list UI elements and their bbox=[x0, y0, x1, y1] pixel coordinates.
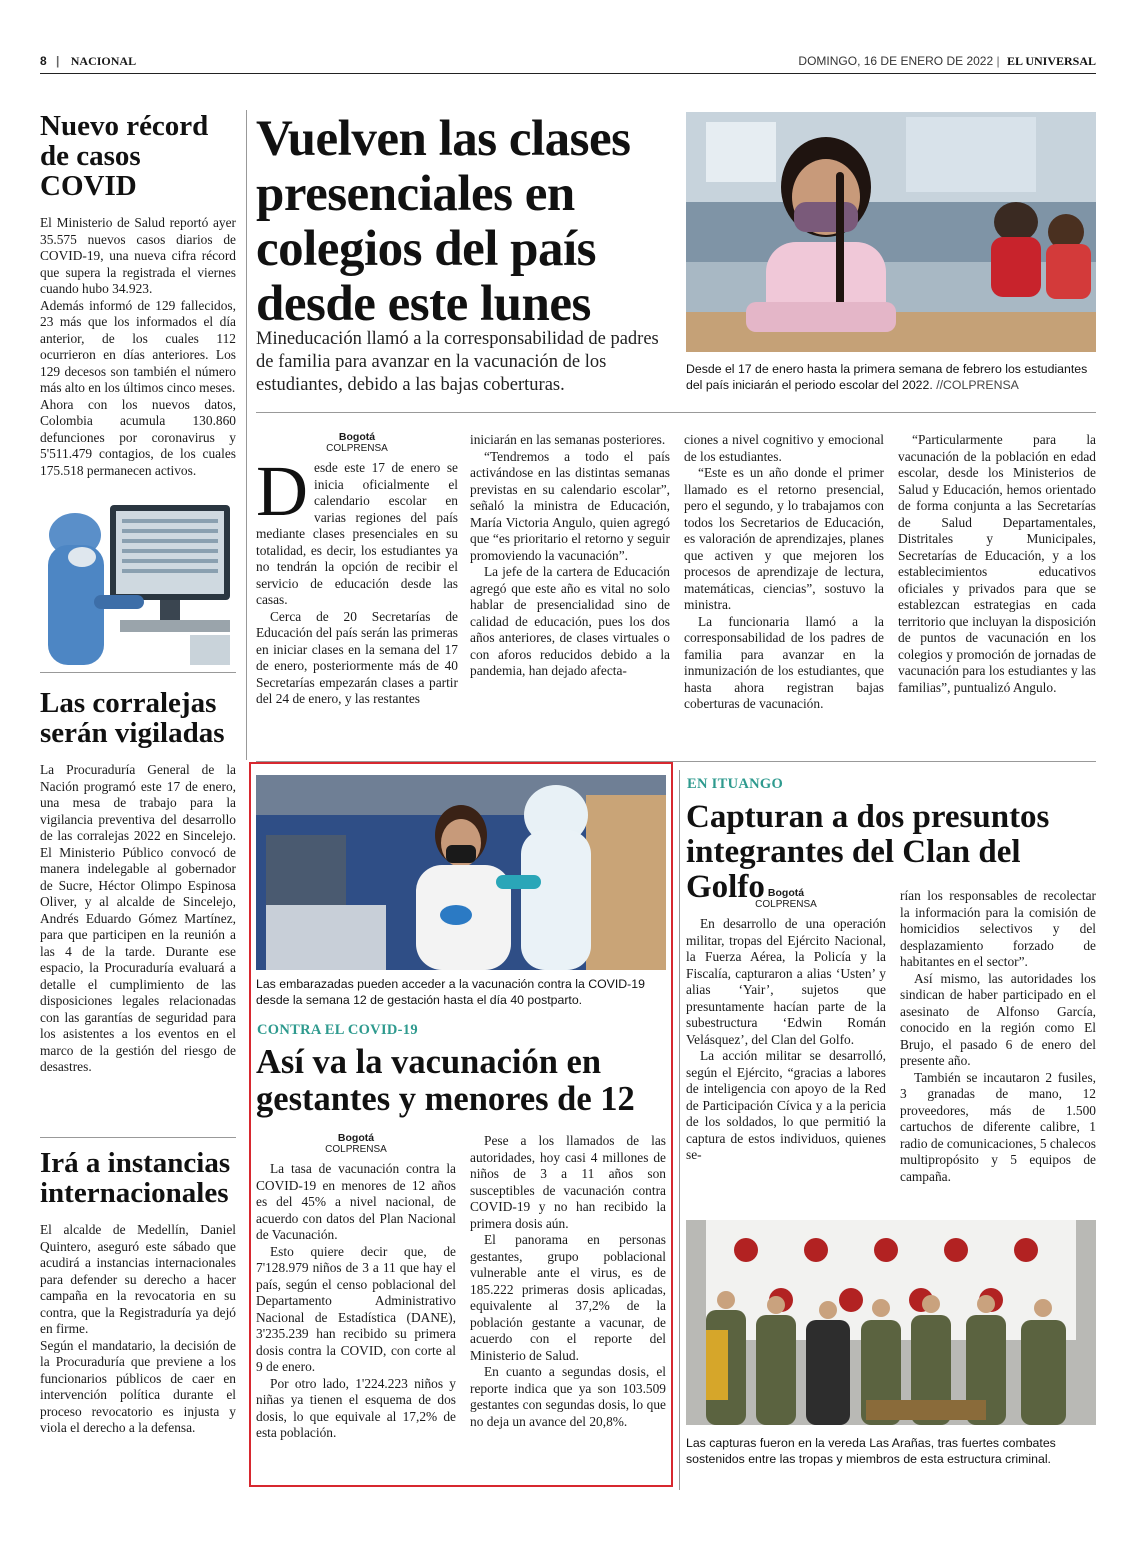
masthead-right: DOMINGO, 16 DE ENERO DE 2022 | EL UNIVERSAL bbox=[798, 54, 1096, 68]
sidebar-corralejas-title: Las corralejas serán vigiladas bbox=[40, 687, 225, 749]
paragraph: La acción militar se desarrolló, según el Ejército, “gracias a labores de inteligencia con apoyo de la Red de Participación Cívica y a la pericia de los soldados, lo que permitió la captura de estos individuos, quienes se- bbox=[686, 1048, 886, 1162]
main-col-1 bbox=[256, 432, 458, 708]
paragraph bbox=[256, 451, 458, 609]
sidebar-covid-title: Nuevo récord de casos COVID bbox=[40, 110, 209, 202]
paragraph: Pese a los llamados de las autoridades, hoy casi 4 millones de niños de 3 a 11 años son susceptibles de vacunación contra COVID-19 y no han recibido la primera dosis aún. bbox=[470, 1133, 666, 1231]
vaccine-col-1-body bbox=[256, 1161, 456, 1442]
sidebar-instancias-body bbox=[40, 1222, 236, 1437]
vaccine-col-2 bbox=[470, 1133, 666, 1430]
paragraph: Según el mandatario, la decisión de la Procuraduría que previene a los funcionarios públicos de caer en intervención política durante el proceso revocatorio es injusta y viola el derecho a la defensa. bbox=[40, 1337, 236, 1435]
byline-city: Bogotá bbox=[767, 887, 805, 899]
paragraph: También se incautaron 2 fusiles, 3 granadas de mano, 12 proveedores, más de 1.500 cartuchos de diferente calibre, 1 radio de comunicaciones, 5 chalecos multipropósito y 5 equipos de campaña. bbox=[900, 1069, 1096, 1184]
paragraph: ciones a nivel cognitivo y emocional de los estudiantes. bbox=[684, 432, 884, 464]
main-col-4 bbox=[898, 432, 1096, 696]
byline-agency: COLPRENSA bbox=[755, 899, 817, 910]
clan-col-1-body bbox=[686, 916, 886, 1164]
paragraph: La funcionaria llamó a la corresponsabilidad de los padres de familia para avanzar en la inmunización de los estudiantes, que hasta ahora registran bajas coberturas de vacunación. bbox=[684, 613, 884, 711]
vaccine-kicker: CONTRA EL COVID-19 bbox=[257, 1022, 418, 1038]
byline-city: Bogotá bbox=[338, 431, 376, 443]
paragraph: El alcalde de Medellín, Daniel Quintero, aseguró este sábado que acudirá a instancias internacionales para defender su derecho a hacer campaña en la revocatoria en su contra, que la Registraduría ya dejó en firme. bbox=[40, 1222, 236, 1336]
sidebar-instancias bbox=[40, 1148, 236, 1437]
capture-photo bbox=[686, 1220, 1096, 1425]
paragraph: Por otro lado, 1'224.223 niños y niñas ya tienen el esquema de dos dosis, lo que equivale al 17,2% de esta población. bbox=[256, 1375, 456, 1440]
newspaper-name: EL UNIVERSAL bbox=[1006, 54, 1096, 68]
paragraph: La Procuraduría General de la Nación programó este 17 de enero, una mesa de trabajo para la vigilancia preventiva del desarrollo de las corralejas 2022 en Sincelejo. El Ministerio Público convocó de manera indelegable al gobernador de Sucre, Héctor Olimpo Espinosa Oliver, y al alcalde de Sincelejo, Andrés Eduardo Gómez Martínez, para que participen en la reunión a las 4 de la tarde. Durante ese espacio, la Procuraduría evaluará a detalle el cumplimiento de las disposiciones legales relacionadas con las garantías de seguridad para los asistentes a los eventos en el marco de la gestión del riesgo de desastres. bbox=[40, 762, 236, 1074]
vaccine-headline: Así va la vacunación en gestantes y menores de 12 bbox=[256, 1043, 635, 1118]
paragraph: La tasa de vacunación contra la COVID-19 en menores de 12 años es del 45% a nivel nacional, de acuerdo con datos del Plan Nacional de Vacunación. bbox=[256, 1161, 456, 1242]
masthead-left: 8 | NACIONAL bbox=[40, 54, 137, 68]
clan-kicker: EN ITUANGO bbox=[687, 776, 784, 792]
paragraph: Esto quiere decir que, de 7'128.979 niños de 3 a 11 que hay el país, según el censo poblacional del Departamento Administrativo Nacional de Estadística (DANE), 3'235.239 han recibido su primera dosis contra la COVID, con corte al 9 de enero. bbox=[256, 1243, 456, 1374]
paragraph: Ahora con los nuevos datos, Colombia acumula 130.860 defunciones por coronavirus y 5'511.479 contagios, de los cuales 175.518 permanecen activos. bbox=[40, 396, 236, 478]
vaccine-col-1 bbox=[256, 1133, 456, 1442]
byline-city: Bogotá bbox=[337, 1132, 375, 1144]
sidebar-corralejas bbox=[40, 688, 236, 1076]
paragraph: Cerca de 20 Secretarías de Educación del país serán las primeras en iniciar clases en la semana del 17 de enero, posteriormente más de 40 Secretarías empezarán clases a partir del 24 de enero, y las restantes bbox=[256, 608, 458, 706]
section-name: NACIONAL bbox=[70, 54, 137, 68]
paragraph: La jefe de la cartera de Educación agregó que este año es vital no solo hablar de presencialidad sino de calidad de educación, pues los dos años anteriores, de clases virtuales o con aforos reducidos debido a la pandemia, han dejado afecta- bbox=[470, 564, 670, 678]
drop-cap: D bbox=[256, 451, 308, 531]
main-col-3 bbox=[684, 432, 884, 713]
vaccine-byline bbox=[256, 1133, 456, 1155]
paragraph-text: esde este 17 de enero se inicia oficialmente el calendario escolar en varias regiones del país mediante clases presenciales en su totalidad, es decir, los estudiantes ya no tendrán la opción de recibir el servicio de educación desde las casas. bbox=[256, 460, 458, 607]
sidebar-rule bbox=[40, 672, 236, 673]
paragraph: Así mismo, las autoridades los sindican de haber participado en el asesinato de Alfonso García, conocido en la región como El Brujo, el pasado 6 de enero del presente año. bbox=[900, 970, 1096, 1068]
clan-byline bbox=[686, 888, 886, 910]
paragraph: Además informó de 129 fallecidos, 23 más que los informados el día anterior, de los cuales 112 ocurrieron en días anteriores. Los 129 decesos son también el número más alto en los últimos cinco meses. bbox=[40, 297, 236, 395]
vaccination-photo bbox=[256, 775, 666, 970]
column-rule bbox=[246, 110, 247, 760]
sidebar-covid bbox=[40, 111, 236, 479]
paragraph: “Tendremos a todo el país activándose en las distintas semanas previstas en su calendario escolar”, señaló la ministra de Educación, María Victoria Angulo, quien agregó que “es prioritario el retorno y seguir promoviendo la vacunación”. bbox=[470, 448, 670, 563]
byline-agency: COLPRENSA bbox=[325, 1144, 387, 1155]
main-col-1-body bbox=[256, 451, 458, 708]
sidebar-rule bbox=[40, 1137, 236, 1138]
clan-headline: Capturan a dos presuntos integrantes del Clan del Golfo bbox=[686, 799, 1050, 905]
sidebar-corralejas-body bbox=[40, 762, 236, 1076]
main-headline: Vuelven las clases presenciales en colegios del país desde este lunes bbox=[256, 111, 631, 332]
clan-col-2 bbox=[900, 888, 1096, 1185]
lab-photo bbox=[40, 495, 236, 665]
caption-text: Desde el 17 de enero hasta la primera semana de febrero los estudiantes del país iniciarán el periodo escolar del 2022. bbox=[686, 362, 1088, 392]
column-rule bbox=[679, 770, 680, 1490]
capture-photo-illustration bbox=[686, 1220, 1096, 1425]
section-rule bbox=[256, 412, 1096, 413]
classroom-photo bbox=[686, 112, 1096, 352]
paragraph: En cuanto a segundas dosis, el reporte indica que ya son 103.509 gestantes con segundas dosis, lo que no deja un avance del 20,8%. bbox=[470, 1364, 666, 1429]
paragraph: “Este es un año donde el primer llamado es el retorno presencial, pero el segundo, y lo trabajamos con todos los Secretarios de Educación, es valoración de aprendizajes, planes que activen y que mejoren los procesos de aprendizaje de lectura, matemáticas, ciencias”, sostuvo la ministra. bbox=[684, 465, 884, 612]
masthead bbox=[40, 52, 1096, 74]
page-number: 8 bbox=[40, 54, 47, 68]
vaccination-photo-illustration bbox=[256, 775, 666, 970]
classroom-photo-caption bbox=[686, 361, 1096, 393]
paragraph: El panorama en personas gestantes, grupo poblacional vulnerable ante el virus, es de 185.222 primeras dosis aplicadas, equivalente al 37,2% de la población gestante a vacunar, de acuerdo con el reporte del Ministerio de Salud. bbox=[470, 1232, 666, 1363]
main-dek: Mineducación llamó a la corresponsabilidad de padres de familia para avanzar en la vacunación de los estudiantes, debido a las bajas coberturas. bbox=[256, 329, 659, 395]
clan-col-1 bbox=[686, 888, 886, 1164]
main-col-2 bbox=[470, 432, 670, 680]
lab-photo-illustration bbox=[40, 495, 236, 665]
issue-date: DOMINGO, 16 DE ENERO DE 2022 bbox=[798, 54, 994, 68]
paragraph: iniciarán en las semanas posteriores. bbox=[470, 432, 666, 447]
sidebar-covid-body bbox=[40, 215, 236, 479]
paragraph: “Particularmente para la vacunación de la población en edad escolar, desde los Ministerios de Salud y Educación, hemos orientado de forma conjunta a las Secretarías de Salud Departamentales, Distritales y Municipales, Secretarías de Educación, y a los establecimientos educativos oficiales y privados para que se establezcan estrategias en cada territorio que incluyan la disposición de puntos de vacunación en los colegios y promoción de jornadas de vacunación para los estudiantes y las familias”, puntualizó Angulo. bbox=[898, 432, 1096, 695]
paragraph: El Ministerio de Salud reportó ayer 35.575 nuevos casos diarios de COVID-19, una nueva cifra récord que supera la registrada el viernes cuando hubo 34.923. bbox=[40, 215, 236, 296]
paragraph: En desarrollo de una operación militar, tropas del Ejército Nacional, la Fuerza Aérea, la Policía y la Fiscalía, capturaron a alias ‘Usten’ y alias ‘Yair’, sujetos que presuntamente hacían parte de la subestructura ‘Edwin Román Velásquez’, del Clan del Golfo. bbox=[686, 916, 886, 1047]
paragraph: rían los responsables de recolectar la información para la comisión de homicidios selectivos y del desplazamiento forzado de habitantes en el sector”. bbox=[900, 888, 1096, 969]
byline-agency: COLPRENSA bbox=[326, 443, 388, 454]
vaccination-photo-caption: Las embarazadas pueden acceder a la vacunación contra la COVID-19 desde la semana 12 de gestación hasta el día 40 postparto. bbox=[256, 977, 645, 1007]
caption-credit: //COLPRENSA bbox=[936, 378, 1019, 392]
classroom-photo-illustration bbox=[686, 112, 1096, 352]
capture-photo-caption: Las capturas fueron en la vereda Las Arañas, tras fuertes combates sostenidos entre las tropas y miembros de esta estructura criminal. bbox=[686, 1436, 1056, 1466]
sidebar-instancias-title: Irá a instancias internacionales bbox=[40, 1147, 231, 1209]
